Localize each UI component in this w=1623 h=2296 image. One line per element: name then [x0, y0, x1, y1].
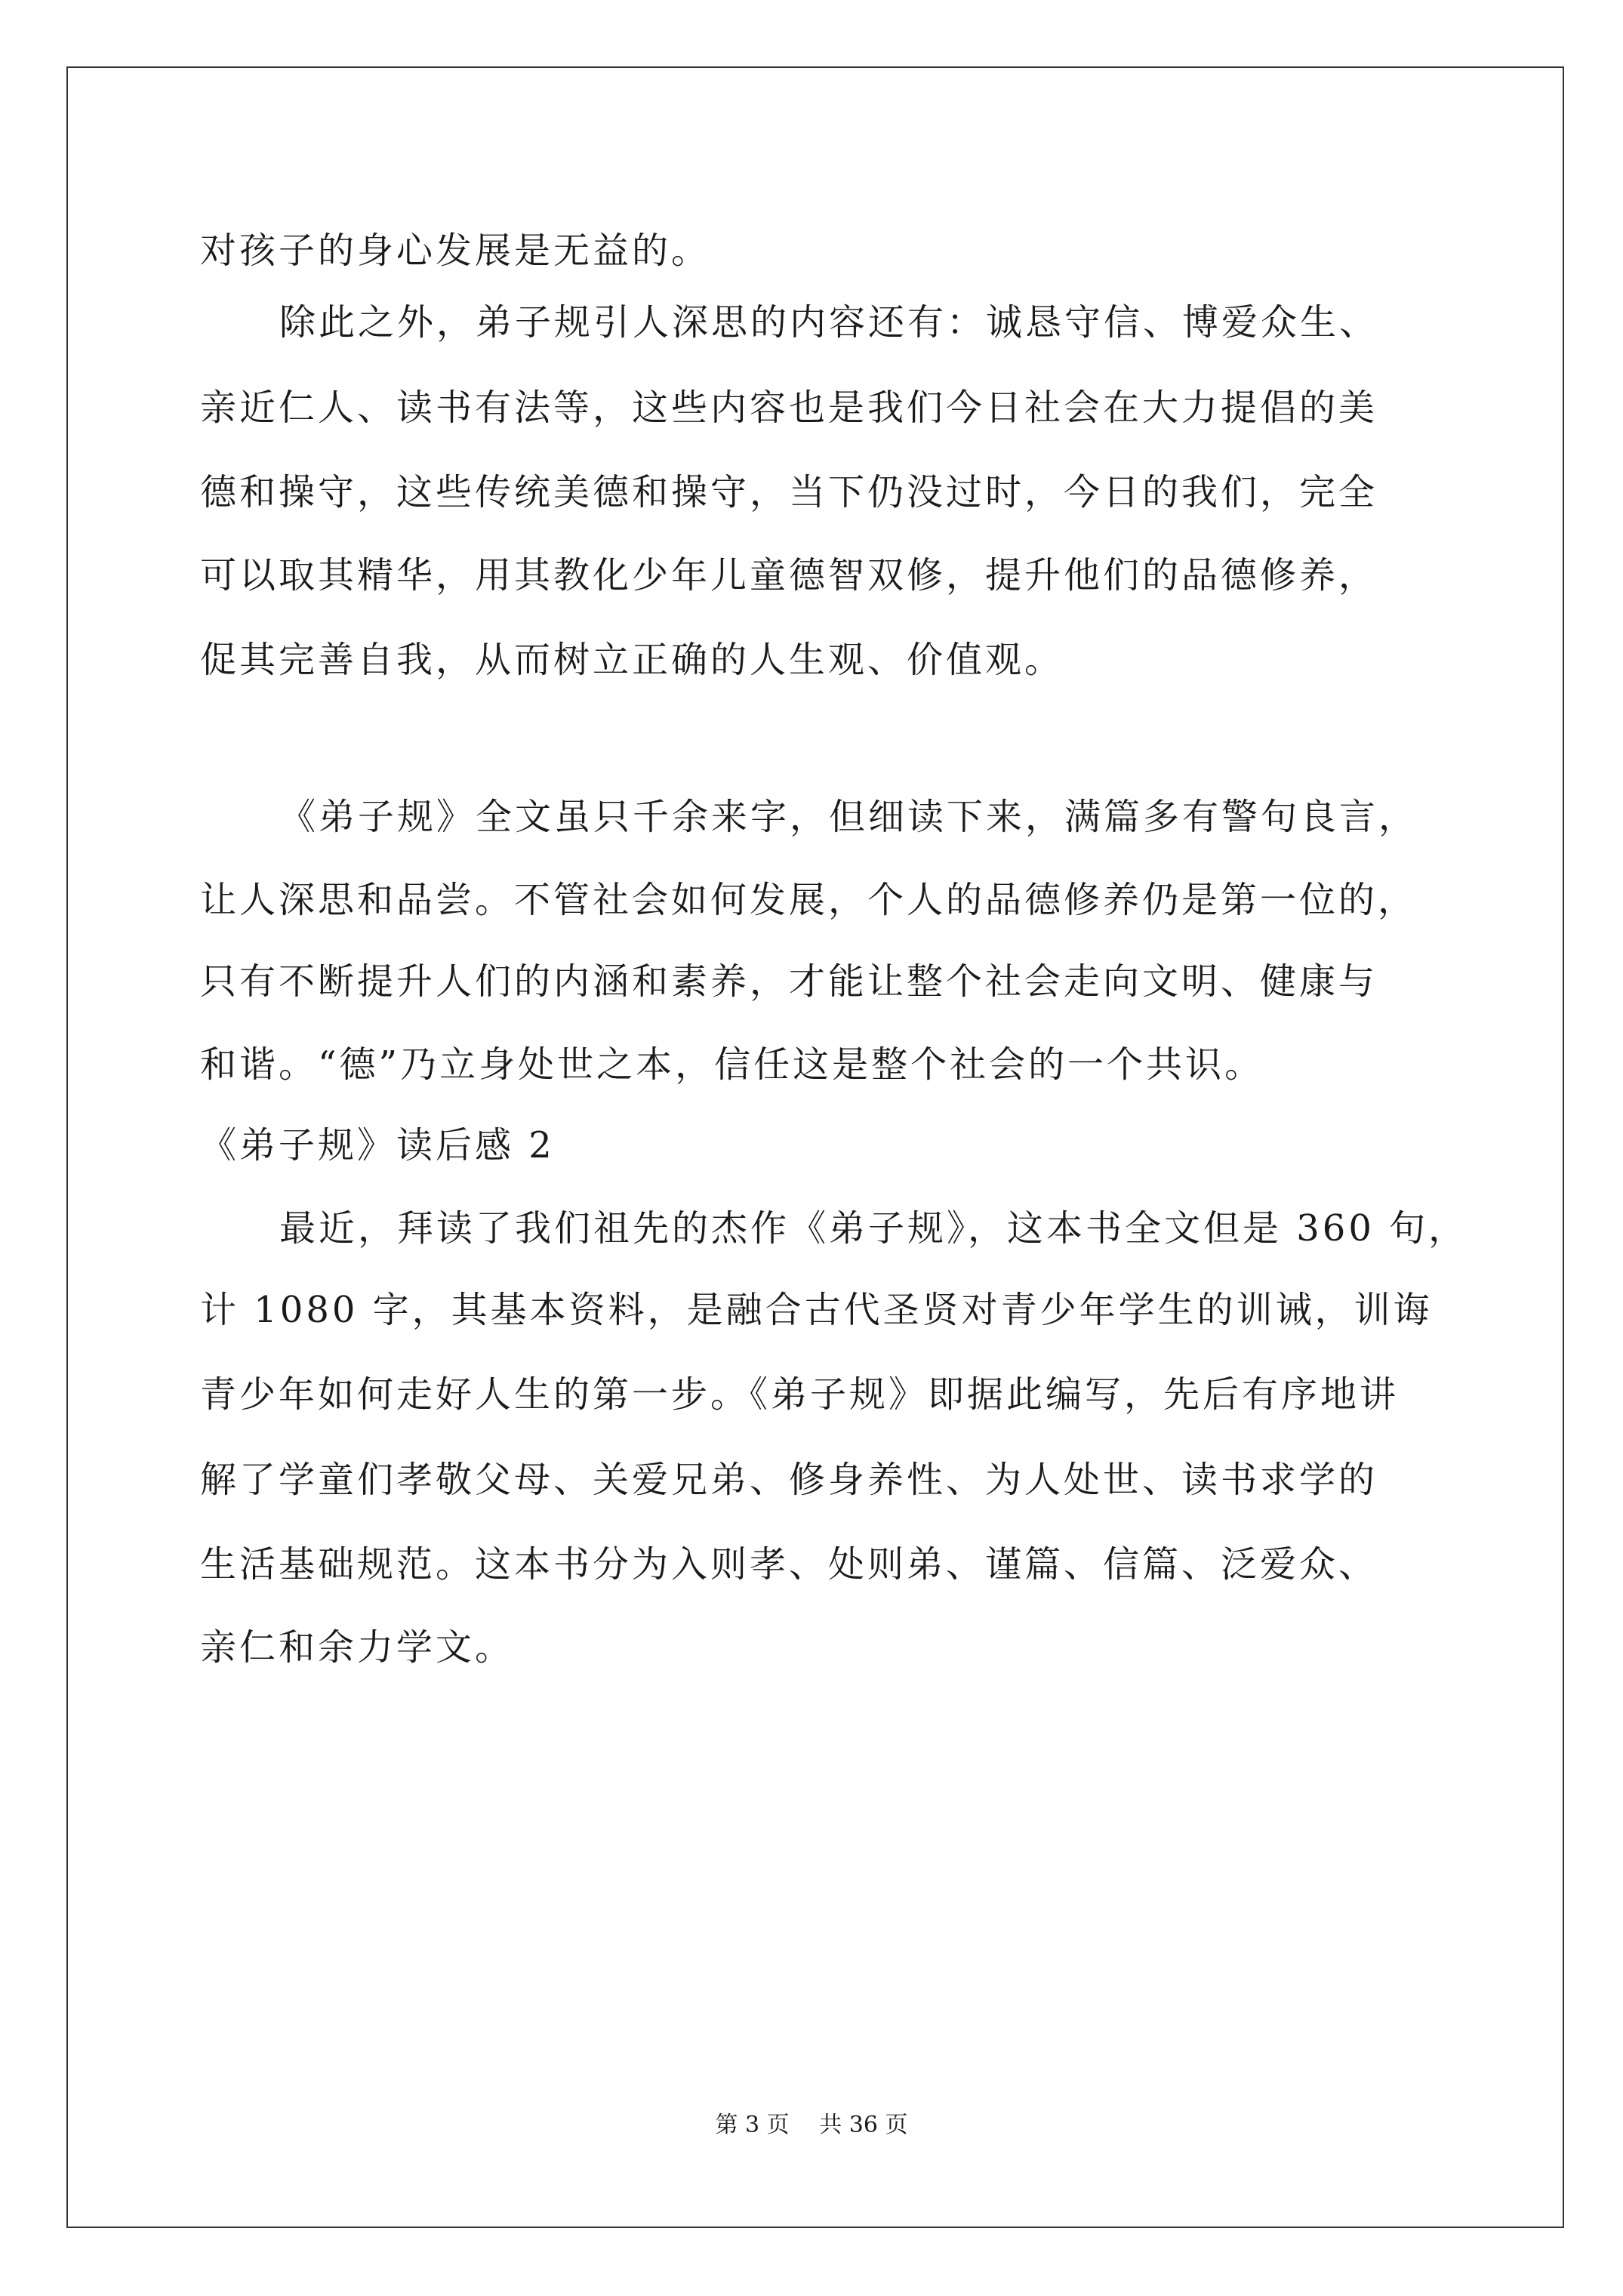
text-line: 德和操守，这些传统美德和操守，当下仍没过时，今日的我们，完全 — [200, 471, 1378, 513]
text-line: 和谐。“德”乃立身处世之本，信任这是整个社会的一个共识。 — [200, 1043, 1264, 1086]
page-number-footer: 第 3 页 共 36 页 — [715, 2112, 908, 2138]
text-line: 解了学童们孝敬父母、关爱兄弟、修身养性、为人处世、读书求学的 — [200, 1459, 1378, 1501]
text-line: 生活基础规范。这本书分为入则孝、处则弟、谨篇、信篇、泛爱众、 — [200, 1543, 1378, 1586]
paragraph-first-line: 《弟子规》全文虽只千余来字，但细读下来，满篇多有警句良言， — [279, 796, 1418, 838]
text-line: 只有不断提升人们的内涵和素养，才能让整个社会走向文明、健康与 — [200, 960, 1378, 1003]
text-line: 可以取其精华，用其教化少年儿童德智双修，提升他们的品德修养， — [200, 554, 1378, 596]
paragraph-first-line: 最近，拜读了我们祖先的杰作《弟子规》，这本书全文但是 360 句， — [279, 1207, 1468, 1250]
text-line: 计 1080 字，其基本资料，是融合古代圣贤对青少年学生的训诫，训诲 — [200, 1289, 1433, 1331]
text-line: 亲近仁人、读书有法等，这些内容也是我们今日社会在大力提倡的美 — [200, 387, 1378, 429]
text-line: 青少年如何走好人生的第一步。《弟子规》即据此编写，先后有序地讲 — [200, 1373, 1400, 1416]
paragraph-first-line: 除此之外，弟子规引人深思的内容还有：诚恳守信、博爱众生、 — [279, 301, 1379, 344]
section-heading: 《弟子规》读后感 2 — [200, 1124, 555, 1166]
text-line: 让人深思和品尝。不管社会如何发展，个人的品德修养仍是第一位的， — [200, 879, 1418, 921]
text-line: 对孩子的身心发展是无益的。 — [200, 230, 711, 272]
text-line: 亲仁和余力学文。 — [200, 1626, 515, 1669]
text-line: 促其完善自我，从而树立正确的人生观、价值观。 — [200, 639, 1064, 681]
